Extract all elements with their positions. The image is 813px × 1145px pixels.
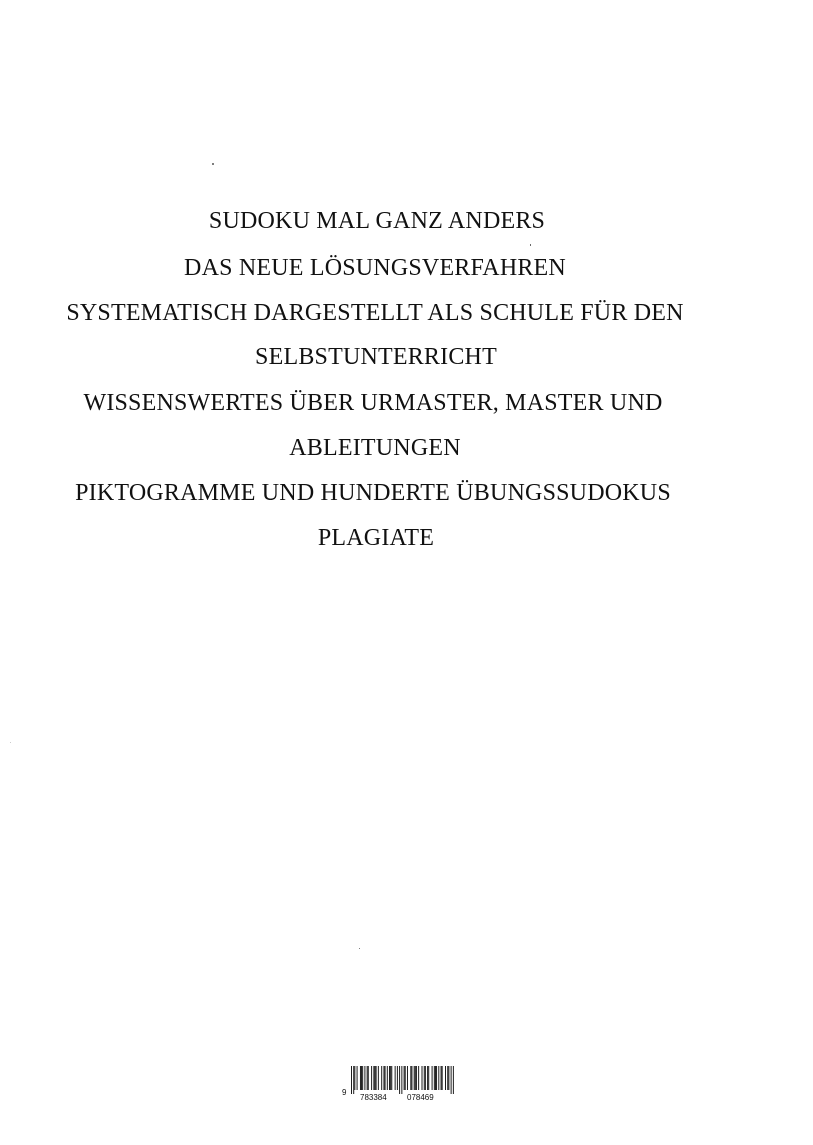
barcode-bar [360, 1066, 361, 1090]
barcode-bar [391, 1066, 392, 1090]
barcode-bar [427, 1066, 428, 1090]
barcode-bar [354, 1066, 355, 1090]
barcode-bar [442, 1066, 443, 1090]
barcode-bar [410, 1066, 411, 1090]
barcode-group-1: 783384 [360, 1093, 387, 1102]
barcode-group-2: 078469 [407, 1093, 434, 1102]
barcode-bar [425, 1066, 426, 1090]
barcode-bar [376, 1066, 377, 1090]
title-line-7: PIKTOGRAMME UND HUNDERTE ÜBUNGSSUDOKUS [75, 480, 671, 506]
scan-speck [530, 244, 531, 246]
barcode-bar [389, 1066, 390, 1090]
barcode-bar [424, 1066, 425, 1090]
barcode-bar [371, 1066, 372, 1090]
barcode-bar [368, 1066, 369, 1090]
title-line-5: WISSENSWERTES ÜBER URMASTER, MASTER UND [83, 390, 663, 416]
barcode-bar [353, 1066, 354, 1094]
barcode-bar [404, 1066, 405, 1090]
barcode-bar [416, 1066, 417, 1090]
title-line-3: SYSTEMATISCH DARGESTELLT ALS SCHULE FÜR DEN [66, 300, 684, 326]
barcode-bar [441, 1066, 442, 1090]
barcode-bar [385, 1066, 386, 1090]
scan-speck [10, 742, 11, 743]
barcode-bar [399, 1066, 400, 1094]
barcode-bar [407, 1066, 408, 1090]
barcode-bar [447, 1066, 448, 1090]
barcode-bar [361, 1066, 362, 1090]
title-line-8: PLAGIATE [317, 525, 435, 551]
title-line-2: DAS NEUE LÖSUNGSVERFAHREN [184, 255, 566, 281]
barcode-bar [414, 1066, 415, 1090]
barcode-bar [401, 1066, 402, 1094]
title-line-6: ABLEITUNGEN [289, 435, 461, 461]
barcode-bar [375, 1066, 376, 1090]
barcode-bar [428, 1066, 429, 1090]
barcode-bar [387, 1066, 388, 1090]
barcode-bar [405, 1066, 406, 1090]
barcode-bar [422, 1066, 423, 1090]
barcode-bar [373, 1066, 374, 1090]
barcode-bar [364, 1066, 365, 1090]
barcode-bar [445, 1066, 446, 1090]
scan-speck [359, 948, 360, 949]
barcode-bar [351, 1066, 352, 1094]
barcode-bar [383, 1066, 384, 1090]
barcode-bar [362, 1066, 363, 1090]
barcode-bar [453, 1066, 454, 1094]
scan-speck [212, 163, 214, 165]
barcode-bar [448, 1066, 449, 1090]
title-line-1: SUDOKU MAL GANZ ANDERS [208, 208, 546, 234]
barcode-bars [351, 1066, 454, 1094]
barcode-bar [435, 1066, 436, 1090]
barcode-bar [438, 1066, 439, 1090]
barcode-bar [367, 1066, 368, 1090]
barcode-bar [434, 1066, 435, 1090]
barcode-bar [411, 1066, 412, 1090]
barcode-lead-digit: 9 [342, 1088, 347, 1097]
barcode-bar [381, 1066, 382, 1090]
barcode-bar [390, 1066, 391, 1090]
barcode-bar [415, 1066, 416, 1090]
barcode-bar [432, 1066, 433, 1090]
barcode-bar [357, 1066, 358, 1090]
isbn-barcode [341, 1066, 454, 1102]
barcode-bar [418, 1066, 419, 1090]
barcode-bar [436, 1066, 437, 1090]
barcode-bar [378, 1066, 379, 1090]
barcode-bar [451, 1066, 452, 1094]
title-line-4: SELBSTUNTERRICHT [255, 344, 497, 370]
barcode-bar [395, 1066, 396, 1090]
barcode-bar [397, 1066, 398, 1090]
